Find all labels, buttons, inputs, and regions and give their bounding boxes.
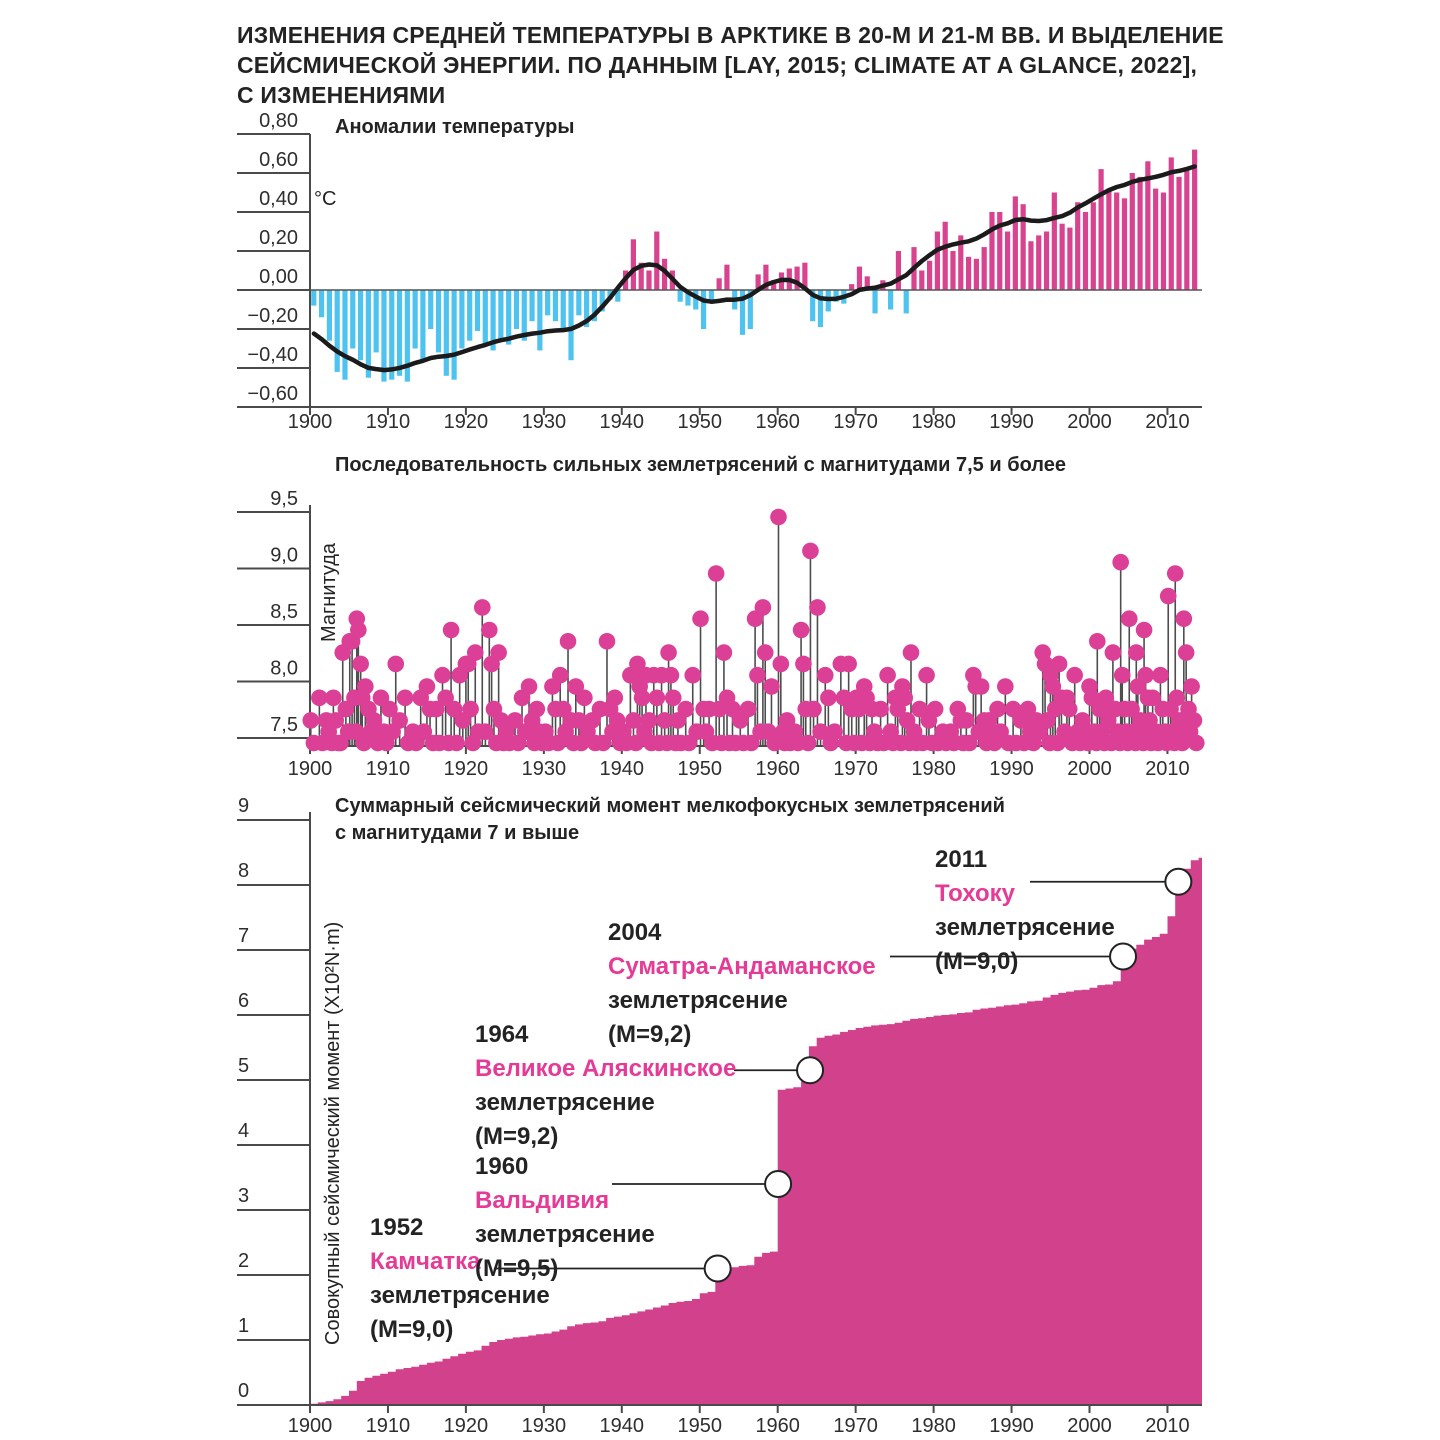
temp-bar-negative (537, 290, 542, 350)
temp-bar-positive (654, 232, 659, 291)
temp-x-tick-label: 1950 (677, 411, 722, 433)
temperature-unit-label: °C (314, 188, 337, 210)
quake-dot (352, 656, 369, 673)
quake-dot (1105, 644, 1122, 661)
quake-dot (397, 690, 414, 707)
moment-y-tick-label: 1 (238, 1315, 250, 1337)
quake-dot (467, 644, 484, 661)
quake-dot (1167, 565, 1184, 582)
annotation-word: землетрясение (935, 914, 1115, 941)
quake-dot (599, 633, 616, 650)
quake-dot (805, 701, 822, 718)
temp-bar-positive (1052, 193, 1057, 291)
temp-bar-negative (342, 290, 347, 380)
temp-y-tick-label: 0,80 (259, 110, 298, 132)
temp-bar-positive (1067, 228, 1072, 290)
temp-bar-positive (1122, 198, 1127, 290)
moment-y-tick-label: 2 (238, 1250, 250, 1272)
quake-dot (1114, 667, 1131, 684)
quake-dot (1137, 667, 1154, 684)
temp-bar-positive (1161, 193, 1166, 291)
quake-dot (716, 644, 733, 661)
quake-dot (800, 735, 817, 752)
temp-x-tick-label: 1940 (599, 411, 645, 433)
temp-x-tick-label: 1920 (443, 411, 489, 433)
quake-dot (474, 599, 491, 616)
moment-y-tick-label: 0 (238, 1380, 250, 1402)
annotation-magnitude: (М=9,2) (475, 1123, 559, 1150)
temp-bar-positive (950, 251, 955, 290)
temp-y-tick-label: −0,60 (247, 383, 298, 405)
temp-bar-positive (1176, 177, 1181, 290)
quake-dot (325, 690, 342, 707)
temp-bar-negative (678, 290, 683, 302)
annotation-word: землетрясение (475, 1089, 655, 1116)
temp-bar-negative (475, 290, 480, 331)
mag-x-tick-label: 1900 (287, 758, 333, 780)
temp-bar-positive (1184, 169, 1189, 290)
temp-y-tick-label: 0,60 (259, 149, 298, 171)
temp-bar-positive (919, 271, 924, 291)
annotation-word: землетрясение (370, 1282, 550, 1309)
temp-y-tick-label: −0,40 (247, 344, 298, 366)
moment-x-tick-label: 1980 (911, 1415, 956, 1437)
quake-dot (879, 667, 896, 684)
quake-dot (763, 678, 780, 695)
temp-bar-negative (397, 290, 402, 376)
quake-dot (1152, 667, 1169, 684)
quake-dot (973, 678, 990, 695)
temp-bar-positive (631, 239, 636, 290)
quake-dot (817, 667, 834, 684)
temp-bar-positive (646, 271, 651, 291)
quake-dot (419, 678, 436, 695)
temp-bar-positive (857, 267, 862, 290)
temp-bar-negative (436, 290, 441, 352)
quake-dot (434, 667, 451, 684)
temp-bar-negative (904, 290, 909, 313)
moment-x-tick-label: 1910 (365, 1415, 411, 1437)
temp-bar-negative (576, 290, 581, 315)
quake-dot (1176, 610, 1193, 627)
mag-y-tick-label: 7,5 (270, 714, 298, 736)
main-title-line3: С ИЗМЕНЕНИЯМИ (237, 82, 446, 108)
temp-bar-negative (888, 290, 893, 310)
temp-x-tick-label: 1900 (287, 411, 333, 433)
quake-dot (692, 610, 709, 627)
quake-dot (663, 667, 680, 684)
earthquake-annotation (475, 1150, 655, 1286)
temp-bar-negative (514, 290, 519, 329)
moment-x-tick-label: 1920 (443, 1415, 489, 1437)
quake-dot (1121, 610, 1138, 627)
moment-x-tick-label: 1900 (287, 1415, 333, 1437)
temp-bar-positive (1005, 232, 1010, 291)
quake-dot (1128, 644, 1145, 661)
moment-axis-label: Совокупный сейсмический момент (X10²N·m) (322, 921, 344, 1345)
temp-bar-negative (335, 290, 340, 372)
temp-bar-negative (545, 290, 550, 315)
quake-dot (793, 622, 810, 639)
mag-x-tick-label: 2010 (1145, 758, 1190, 780)
temp-bar-negative (428, 290, 433, 329)
temp-bar-negative (358, 290, 363, 360)
annotation-name: Тохоку (935, 880, 1015, 907)
quake-dot (1183, 678, 1200, 695)
temp-bar-positive (849, 284, 854, 290)
temp-bar-negative (483, 290, 488, 347)
temp-bar-negative (701, 290, 706, 329)
moment-x-tick-label: 1940 (599, 1415, 645, 1437)
temp-bar-positive (1060, 224, 1065, 290)
temp-bar-negative (529, 290, 534, 321)
quake-dot (641, 712, 658, 729)
temp-x-tick-label: 1960 (755, 411, 800, 433)
temp-bar-negative (561, 290, 566, 331)
magnitude-axis-label: Магнитуда (318, 542, 340, 642)
quake-dot (665, 690, 682, 707)
moment-x-tick-label: 1950 (677, 1415, 722, 1437)
temp-bar-positive (1192, 150, 1197, 290)
main-title (237, 20, 1224, 110)
temp-bar-negative (413, 290, 418, 349)
moment-y-tick-label: 5 (238, 1055, 250, 1077)
quake-dot (677, 701, 694, 718)
temp-x-tick-label: 2000 (1067, 411, 1112, 433)
temp-bar-positive (927, 261, 932, 290)
annotation-year: 1964 (475, 1021, 529, 1048)
moment-x-tick-label: 2000 (1067, 1415, 1112, 1437)
moment-x-tick-label: 1990 (989, 1415, 1034, 1437)
quake-dot (1112, 554, 1129, 571)
quake-dot (387, 656, 404, 673)
temp-bar-negative (420, 290, 425, 360)
mag-x-tick-label: 1950 (677, 758, 722, 780)
mag-y-tick-label: 8,5 (270, 601, 298, 623)
annotation-marker-circle (797, 1057, 823, 1083)
quake-dot (490, 644, 507, 661)
mag-x-tick-label: 1980 (911, 758, 956, 780)
temp-bar-positive (717, 278, 722, 290)
quake-dot (448, 735, 465, 752)
quake-dot (989, 701, 1006, 718)
mag-x-tick-label: 1990 (989, 758, 1034, 780)
quake-dot (755, 599, 772, 616)
quake-dot (1178, 644, 1195, 661)
quake-dot (896, 690, 913, 707)
moment-x-tick-label: 1960 (755, 1415, 800, 1437)
quake-dot (634, 690, 651, 707)
quake-dot (802, 543, 819, 560)
quake-dot (1066, 667, 1083, 684)
earthquake-annotation (608, 916, 876, 1052)
moment-y-tick-label: 9 (238, 795, 250, 817)
annotation-name: Суматра-Андаманское (608, 953, 876, 980)
temp-bar-positive (1114, 193, 1119, 291)
annotation-word: землетрясение (608, 987, 788, 1014)
quake-dot (749, 667, 766, 684)
mag-x-tick-label: 1970 (833, 758, 878, 780)
main-title-line1: ИЗМЕНЕНИЯ СРЕДНЕЙ ТЕМПЕРАТУРЫ В АРКТИКЕ В 20-М И 21-М ВВ. И ВЫДЕЛЕНИЕ (237, 22, 1224, 48)
quake-dot (809, 599, 826, 616)
temp-bar-negative (444, 290, 449, 376)
temp-bar-positive (989, 212, 994, 290)
temp-y-tick-label: 0,40 (259, 188, 298, 210)
earthquake-annotation (935, 843, 1115, 979)
temp-bar-negative (311, 290, 316, 306)
annotation-year: 2011 (935, 846, 988, 873)
quake-dot (560, 633, 577, 650)
annotation-magnitude: (М=9,0) (370, 1316, 454, 1343)
temp-bar-positive (1130, 173, 1135, 290)
temp-bar-positive (1044, 232, 1049, 291)
moment-y-tick-label: 4 (238, 1120, 250, 1142)
moment-y-tick-label: 6 (238, 990, 250, 1012)
annotation-magnitude: (М=9,2) (608, 1021, 692, 1048)
quake-dot (302, 712, 319, 729)
quake-dot (350, 622, 367, 639)
moment-chart-title-line2: с магнитудами 7 и выше (335, 822, 580, 844)
temp-bar-negative (568, 290, 573, 360)
annotation-marker-circle (765, 1171, 791, 1197)
temp-bar-positive (1013, 196, 1018, 290)
quake-dot (552, 667, 569, 684)
quake-dot (481, 622, 498, 639)
quake-dot (443, 622, 460, 639)
temp-y-tick-label: 0,20 (259, 227, 298, 249)
temp-bar-positive (1098, 169, 1103, 290)
temp-bar-negative (389, 290, 394, 380)
temp-y-tick-label: −0,20 (247, 305, 298, 327)
quake-dot (1186, 712, 1203, 729)
quake-dot (1061, 701, 1078, 718)
temp-bar-negative (498, 290, 503, 339)
mag-y-tick-label: 8,0 (270, 657, 298, 680)
quake-dot (1160, 588, 1177, 605)
annotation-year: 1952 (370, 1214, 424, 1241)
moment-x-tick-label: 2010 (1145, 1415, 1190, 1437)
quake-dot (958, 712, 975, 729)
temp-x-tick-label: 1930 (521, 411, 567, 433)
magnitude-chart-title: Последовательность сильных землетрясений с магнитудами 7,5 и более (335, 454, 1066, 476)
annotation-magnitude: (М=9,0) (935, 948, 1019, 975)
quake-dot (872, 701, 889, 718)
temp-bar-positive (1106, 189, 1111, 290)
mag-x-tick-label: 1910 (365, 758, 411, 780)
temp-bar-positive (943, 222, 948, 290)
quake-dot (576, 690, 593, 707)
temp-bar-negative (319, 290, 324, 317)
temp-x-tick-label: 1990 (989, 411, 1034, 433)
temp-bar-positive (1075, 202, 1080, 290)
temp-bar-positive (1028, 241, 1033, 290)
temp-bar-negative (872, 290, 877, 313)
annotation-marker-circle (705, 1256, 731, 1282)
quake-dot (708, 565, 725, 582)
main-title-line2: СЕЙСМИЧЕСКОЙ ЭНЕРГИИ. ПО ДАННЫМ [LAY, 2015; CLIMATE AT A GLANCE, 2022], (237, 52, 1198, 78)
temp-bar-negative (452, 290, 457, 380)
moment-y-tick-label: 7 (238, 925, 250, 947)
temp-bar-negative (553, 290, 558, 321)
moment-x-tick-label: 1970 (833, 1415, 878, 1437)
quake-dot (660, 644, 677, 661)
quake-dot (770, 509, 787, 526)
temp-bar-positive (896, 251, 901, 290)
temp-bar-positive (1091, 202, 1096, 290)
temp-bar-positive (724, 265, 729, 290)
annotation-name: Вальдивия (475, 1187, 610, 1214)
quake-dot (521, 678, 538, 695)
moment-chart-title (335, 793, 1005, 847)
mag-y-tick-label: 9,5 (270, 488, 298, 510)
quake-dot (795, 656, 812, 673)
temp-bar-negative (374, 290, 379, 352)
quake-dot (997, 678, 1014, 695)
mag-x-tick-label: 2000 (1067, 758, 1112, 780)
quake-dot (529, 701, 546, 718)
temp-x-tick-label: 1970 (833, 411, 878, 433)
moment-x-tick-label: 1930 (521, 1415, 567, 1437)
temp-bar-positive (1169, 157, 1174, 290)
quake-dot (649, 690, 666, 707)
temp-bar-positive (982, 247, 987, 290)
temp-bar-positive (966, 257, 971, 290)
quake-dot (927, 701, 944, 718)
quake-dot (1136, 622, 1153, 639)
quake-dot (773, 656, 790, 673)
quake-dot (918, 667, 935, 684)
quake-dot (1188, 735, 1205, 752)
annotation-year: 2004 (608, 919, 662, 946)
temp-bar-negative (327, 290, 332, 341)
quake-dot (606, 690, 623, 707)
temp-bar-positive (1083, 212, 1088, 290)
quake-dot (820, 690, 837, 707)
annotation-year: 1960 (475, 1153, 529, 1180)
mag-x-tick-label: 1930 (521, 758, 567, 780)
mag-x-tick-label: 1920 (443, 758, 489, 780)
temp-x-tick-label: 1980 (911, 411, 956, 433)
quake-dot (1051, 656, 1068, 673)
annotation-name: Камчатка (370, 1248, 481, 1275)
temp-bar-negative (459, 290, 464, 349)
quake-dot (1089, 633, 1106, 650)
moment-y-tick-label: 3 (238, 1185, 250, 1207)
quake-dot (684, 667, 701, 684)
temp-bar-positive (1153, 189, 1158, 290)
temp-bar-negative (350, 290, 355, 349)
annotation-word: землетрясение (475, 1221, 655, 1248)
quake-dot (740, 701, 757, 718)
temp-bar-positive (1036, 235, 1041, 290)
quake-dot (391, 712, 408, 729)
mag-y-tick-label: 9,0 (270, 544, 298, 567)
quake-dot (840, 656, 857, 673)
mag-x-tick-label: 1940 (599, 758, 645, 780)
moment-chart-title-line1: Суммарный сейсмический момент мелкофокусных землетрясений (335, 795, 1005, 817)
temp-bar-positive (974, 259, 979, 290)
annotation-name: Великое Аляскинское (475, 1055, 737, 1082)
quake-dot (357, 678, 374, 695)
quake-dot (757, 644, 774, 661)
temp-bar-positive (1137, 177, 1142, 290)
quake-dot (903, 644, 920, 661)
temp-x-tick-label: 2010 (1145, 411, 1190, 433)
temp-bar-positive (935, 232, 940, 291)
temperature-chart-title: Аномалии температуры (335, 116, 575, 138)
temp-x-tick-label: 1910 (365, 411, 411, 433)
mag-x-tick-label: 1960 (755, 758, 800, 780)
moment-y-tick-label: 8 (238, 860, 250, 882)
annotation-marker-circle (1165, 869, 1191, 895)
annotation-magnitude: (М=9,5) (475, 1255, 559, 1282)
temp-y-tick-label: 0,00 (259, 266, 298, 288)
temp-bar-negative (467, 290, 472, 341)
quake-dot (462, 701, 479, 718)
